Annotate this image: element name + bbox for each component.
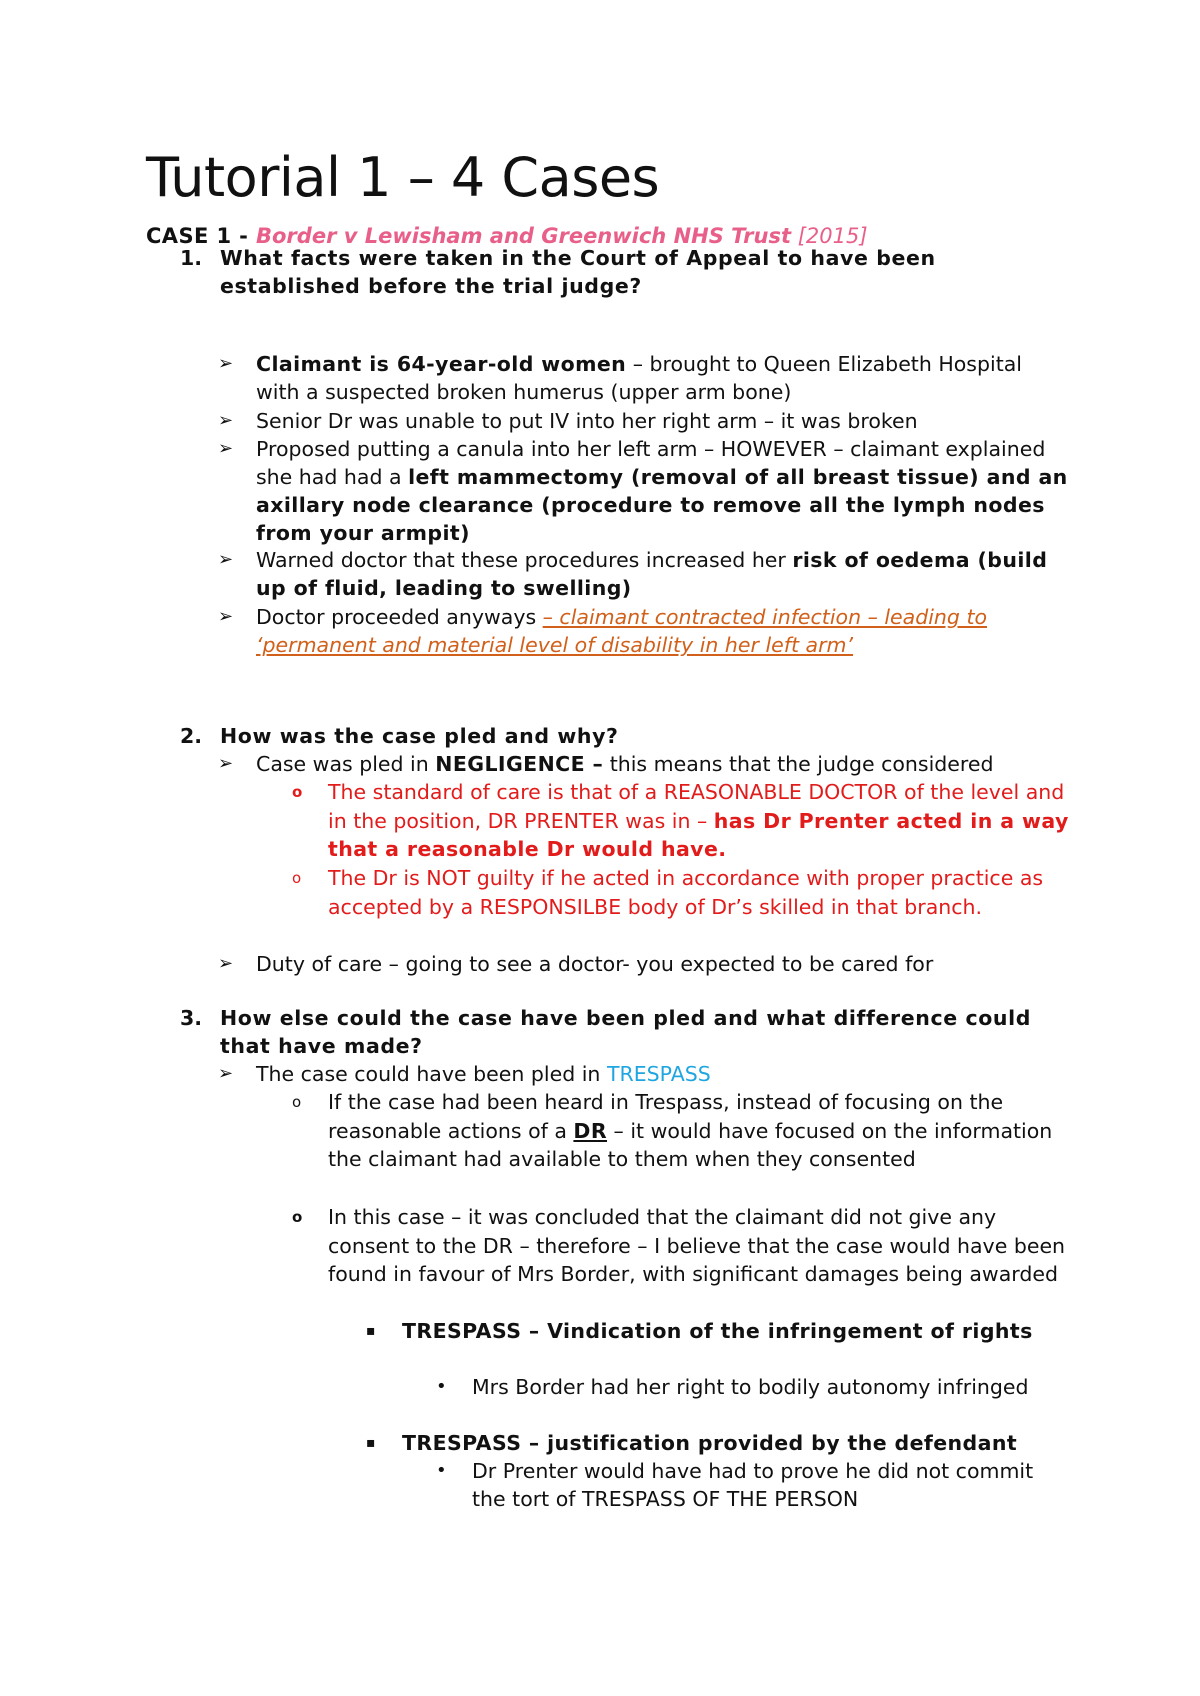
list-item — [218, 750, 1068, 778]
sub-list-item — [292, 864, 1072, 921]
item-text: The Dr is NOT guilty if he acted in accordance with proper practice as accepted by a RESPONSILBE body of Dr’s skilled in that branch. — [328, 866, 1044, 919]
item-text: In this case – it was concluded that the claimant did not give any consent to the DR – therefore – I believe that the case would have been found in favour of Mrs Border, with significant damages being awarded — [328, 1205, 1066, 1286]
item-text: this means that the judge considered — [603, 752, 994, 776]
list-item — [218, 603, 1068, 659]
fact-text: Doctor proceeded anyways — [256, 605, 543, 629]
sub-list-item — [292, 1088, 1072, 1174]
question-3 — [180, 1004, 1060, 1060]
question-text: What facts were taken in the Court of Appeal to have been established before the trial judge? — [220, 246, 936, 298]
sub-list-item — [292, 1203, 1072, 1289]
question-text: How else could the case have been pled and what difference could that have made? — [220, 1006, 1031, 1058]
item-text: Mrs Border had her right to bodily autonomy infringed — [472, 1375, 1029, 1399]
arrow-bullet-icon: ➢ — [218, 353, 234, 374]
fact-bold: Claimant is 64-year-old women — [256, 352, 627, 376]
deep-list-item — [436, 1373, 1036, 1401]
list-item — [218, 435, 1068, 547]
circle-bullet-icon: o — [292, 1208, 303, 1226]
item-text: Dr Prenter would have had to prove he did not commit the tort of TRESPASS OF THE PERSON — [472, 1459, 1034, 1511]
question-number: 2. — [180, 724, 203, 748]
square-bullet-icon: ▪ — [366, 1323, 376, 1339]
sub-list-item — [292, 778, 1072, 864]
arrow-bullet-icon: ➢ — [218, 606, 234, 627]
item-text: The case could have been pled in — [256, 1062, 607, 1086]
case-label: CASE 1 - — [146, 224, 256, 248]
fact-link[interactable]: – claimant contracted infection – leading to ‘permanent and material level of disability in her left arm’ — [256, 605, 988, 657]
item-text: – it would have focused on the information the claimant had available to them when they consented — [328, 1118, 1053, 1171]
page-title: Tutorial 1 – 4 Cases — [146, 146, 660, 209]
list-item — [218, 950, 1068, 978]
question-2 — [180, 722, 1060, 750]
fact-text: Senior Dr was unable to put IV into her right arm – it was broken — [256, 409, 918, 433]
fact-bold: left mammectomy (removal of all breast tissue) and an axillary node clearance (procedure to remove all the lymph nodes from your armpit) — [256, 465, 1068, 545]
list-item — [218, 1060, 1068, 1088]
item-bold: TRESPASS – justification provided by the defendant — [402, 1431, 1018, 1455]
item-bold: NEGLIGENCE – — [435, 752, 604, 776]
fact-text: Proposed putting a canula into her left arm – HOWEVER – claimant explained she had had a — [256, 437, 1046, 489]
question-number: 3. — [180, 1006, 203, 1030]
question-1 — [180, 244, 1060, 300]
item-text: The standard of care is that of a REASONABLE DOCTOR of the level and in the position, DR PRENTER was in – — [328, 780, 1065, 833]
list-item — [218, 407, 1068, 435]
square-bullet-icon: ▪ — [366, 1435, 376, 1451]
question-number: 1. — [180, 246, 203, 270]
fact-text: Warned doctor that these procedures increased her — [256, 548, 793, 572]
sub-sub-list-item — [366, 1429, 1066, 1457]
item-bold: has Dr Prenter acted in a way that a reasonable Dr would have. — [328, 808, 1069, 861]
arrow-bullet-icon: ➢ — [218, 753, 234, 774]
arrow-bullet-icon: ➢ — [218, 438, 234, 459]
arrow-bullet-icon: ➢ — [218, 1063, 234, 1084]
item-text: Case was pled in — [256, 752, 436, 776]
item-bold: TRESPASS – Vindication of the infringement of rights — [402, 1319, 1033, 1343]
dot-bullet-icon: • — [436, 1460, 447, 1481]
deep-list-item — [436, 1457, 1036, 1513]
arrow-bullet-icon: ➢ — [218, 953, 234, 974]
circle-bullet-icon: o — [292, 1093, 302, 1111]
item-highlight: TRESPASS — [606, 1062, 711, 1086]
item-underlined: DR — [573, 1118, 608, 1143]
fact-bold: risk of oedema (build up of fluid, leading to swelling) — [256, 548, 1048, 600]
circle-bullet-icon: o — [292, 783, 303, 801]
fact-text: – brought to Queen Elizabeth Hospital with a suspected broken humerus (upper arm bone) — [256, 352, 1022, 404]
list-item — [218, 546, 1068, 602]
circle-bullet-icon: o — [292, 869, 302, 887]
case-name: Border v Lewisham and Greenwich NHS Trust — [256, 224, 792, 248]
dot-bullet-icon: • — [436, 1376, 447, 1397]
sub-sub-list-item — [366, 1317, 1066, 1345]
item-text: Duty of care – going to see a doctor- you expected to be cared for — [256, 952, 934, 976]
question-text: How was the case pled and why? — [220, 724, 619, 748]
arrow-bullet-icon: ➢ — [218, 549, 234, 570]
arrow-bullet-icon: ➢ — [218, 410, 234, 431]
list-item — [218, 350, 1068, 406]
case-year: [2015] — [791, 224, 868, 248]
item-text: If the case had been heard in Trespass, instead of focusing on the reasonable actions of a — [328, 1090, 1004, 1143]
